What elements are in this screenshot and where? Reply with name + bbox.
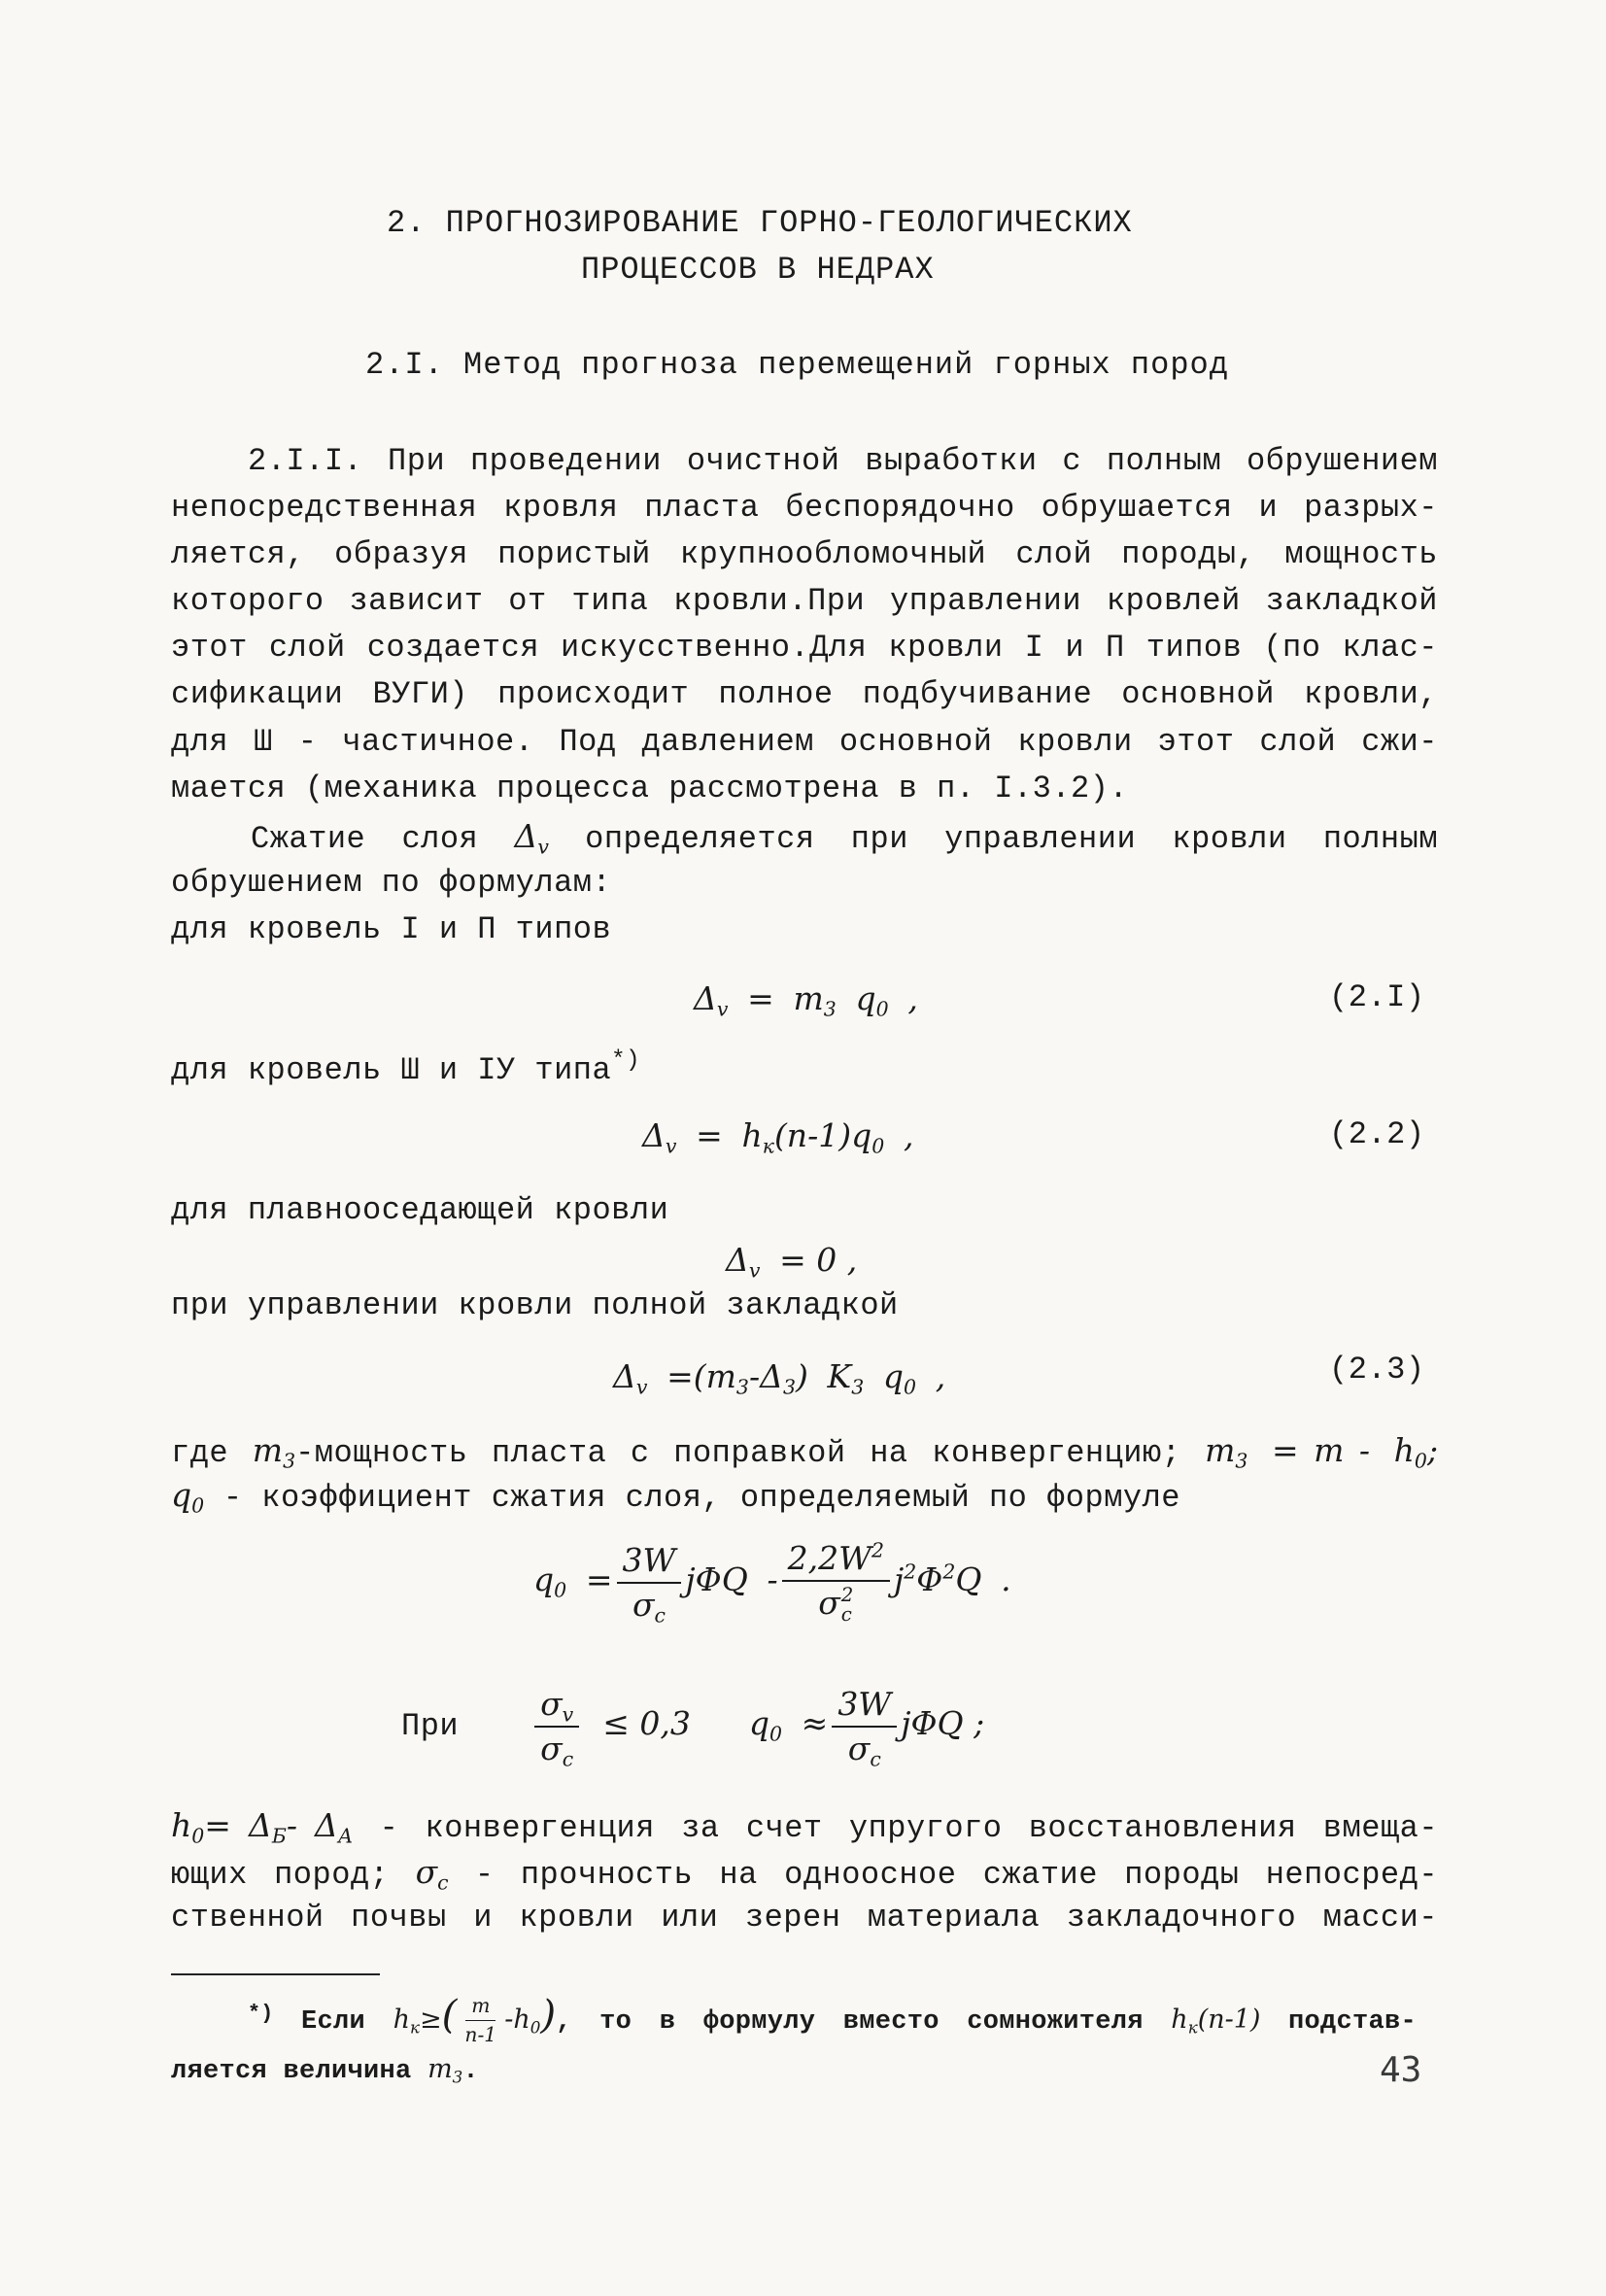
text-line: ственной почвы и кровли или зерен материала закладочного масси- (171, 1900, 1438, 1936)
subscript: c (654, 1603, 666, 1628)
footnote-separator (171, 1973, 380, 1975)
footnote-marker: *) (611, 1046, 640, 1074)
paragraph1-line: мается (механика процесса рассмотрена в п. I.3.2). (171, 771, 1129, 806)
symbol: Q (955, 1560, 982, 1598)
symbol: K (827, 1357, 852, 1395)
subscript: 0 (904, 1375, 917, 1399)
subscript: 0 (530, 2017, 541, 2038)
math-term (427, 2054, 463, 2087)
equation-2-2 (642, 1109, 913, 1163)
equals-sign: = (585, 1560, 613, 1598)
denominator (842, 1728, 887, 1771)
symbol: 2,2W (787, 1539, 872, 1578)
subscript: к (762, 1134, 774, 1158)
section-title: 2.I. Метод прогноза перемещений горных пород (365, 347, 1229, 383)
subscript: 0 (554, 1578, 567, 1602)
symbol: σ (632, 1585, 655, 1624)
math-term (393, 1991, 557, 2046)
math-term (171, 1806, 354, 1848)
sup-sub-stack (841, 1586, 854, 1625)
math-term (533, 1560, 567, 1602)
definition-line-q0 (171, 1472, 1180, 1519)
text-fragment: ляется величина (171, 2057, 412, 2086)
math-term (748, 1704, 782, 1746)
subscript: 0 (875, 997, 889, 1021)
text-fragment: Сжатие слоя (251, 821, 479, 857)
subscript: c (870, 1747, 881, 1771)
subscript: 3 (782, 1375, 796, 1399)
text-fragment: ющих пород; (171, 1857, 390, 1893)
paragraph1-line: ляется, образуя пористый крупнообломочный слой породы, мощность (171, 536, 1438, 572)
paren: ( (693, 1357, 706, 1395)
symbol: q (882, 1357, 905, 1395)
denominator (534, 1728, 579, 1771)
paren: ) (540, 1991, 557, 2038)
delta-base: Δ (726, 1241, 749, 1279)
minus-sign: - (767, 1560, 778, 1598)
subscript: 3 (452, 2067, 463, 2087)
symbol: σ (847, 1729, 871, 1767)
text-fragment: для кровель Ш и IУ типа (171, 1052, 612, 1088)
paragraph1-line: которого зависит от типа кровли.При управлении кровлей закладкой (171, 583, 1438, 619)
paragraph1-line: сификации ВУГИ) происходит полное подбучивание основной кровли, (171, 676, 1438, 712)
superscript: 2 (871, 1538, 885, 1562)
math-term (741, 1116, 885, 1158)
symbol: q (855, 979, 876, 1017)
numerator (534, 1686, 579, 1728)
equation-q0 (533, 1522, 1011, 1638)
subscript: v (665, 1134, 677, 1158)
equals-sign: = (204, 1806, 231, 1844)
subscript: 3 (823, 997, 837, 1021)
numerator (782, 1540, 890, 1582)
math-term (827, 1357, 865, 1399)
symbol: q (851, 1116, 872, 1154)
math-term (855, 979, 889, 1021)
text-line (171, 1047, 640, 1094)
text-line: для кровель I и П типов (171, 911, 612, 947)
math-term (1393, 1431, 1439, 1473)
math-term: jΦQ ; (901, 1704, 985, 1742)
denominator (627, 1584, 671, 1628)
comma: , (907, 979, 918, 1017)
math-term (666, 1357, 808, 1399)
subscript: А (337, 1824, 354, 1848)
numerator: m (465, 1995, 495, 2021)
subscript: v (716, 997, 729, 1021)
inequality: ≤ 0,3 (602, 1704, 691, 1742)
symbol: σ (415, 1853, 438, 1891)
period: . (1001, 1560, 1011, 1598)
equals-sign: = (696, 1116, 723, 1154)
fraction (832, 1684, 897, 1771)
text-fragment: где (171, 1435, 229, 1471)
delta-v-symbol (514, 817, 549, 859)
math-term (613, 1357, 648, 1399)
equation-2-1 (694, 972, 918, 1026)
text-fragment: - прочность на одноосное сжатие породы непосред- (474, 1857, 1439, 1893)
minus-sign: - (286, 1806, 297, 1844)
subscript: 3 (1235, 1449, 1248, 1473)
delta-base: Δ (248, 1806, 272, 1844)
subscript: v (562, 1702, 574, 1727)
symbol: m (427, 2054, 453, 2084)
math-term (882, 1357, 917, 1399)
footnote-line1 (248, 1980, 1417, 2048)
superscript: 2 (840, 1584, 854, 1607)
symbol: σ (818, 1584, 840, 1623)
ge-sign: ≥ (419, 2005, 442, 2035)
paren: ) (795, 1357, 808, 1395)
math-term (726, 1241, 761, 1283)
symbol: j (894, 1560, 905, 1598)
text-line: при управлении кровли полной закладкой (171, 1287, 899, 1323)
approx-sign: ≈ (801, 1704, 829, 1742)
subscript: 0 (1414, 1449, 1427, 1473)
paragraph1-line: этот слой создается искусственно.Для кровли I и П типов (по клас- (171, 630, 1438, 666)
delta-base: Δ (694, 979, 717, 1017)
equation-number: (2.I) (1329, 979, 1425, 1015)
math-term (642, 1116, 677, 1158)
symbol: Φ (916, 1560, 943, 1598)
equals-sign: = (666, 1357, 694, 1395)
subscript: 3 (735, 1375, 749, 1399)
strength-line (171, 1849, 1438, 1896)
equation-number: (2.3) (1329, 1352, 1425, 1388)
period: . (462, 2057, 479, 2086)
subscript: v (635, 1375, 648, 1399)
semicolon: ; (1426, 1431, 1439, 1469)
delta-base: Δ (760, 1357, 783, 1395)
comma: , (935, 1357, 946, 1395)
denominator (812, 1582, 859, 1625)
chapter-heading-line2: ПРОЦЕССОВ В НЕДРАХ (581, 252, 935, 288)
delta-base: Δ (613, 1357, 636, 1395)
fraction (459, 1995, 502, 2047)
convergence-line (171, 1802, 1438, 1849)
math-term (793, 979, 837, 1021)
subscript: c (437, 1870, 449, 1895)
superscript: 2 (904, 1559, 917, 1584)
fraction (534, 1684, 579, 1771)
symbol: h (171, 1806, 192, 1844)
compression-intro-line (251, 813, 1438, 860)
condition-row (401, 1665, 984, 1782)
subscript: 0 (191, 1824, 205, 1848)
symbol: h (1393, 1431, 1415, 1469)
comma: , (903, 1116, 914, 1154)
math-term (1205, 1431, 1248, 1473)
fraction (782, 1540, 890, 1625)
text-line: для плавнооседающей кровли (171, 1192, 669, 1228)
subscript: 0 (769, 1722, 782, 1746)
math-term (415, 1853, 449, 1895)
footnote-line2 (171, 2048, 479, 2091)
math-term: = m - (1272, 1431, 1370, 1469)
subscript: 0 (191, 1493, 205, 1518)
equation-number: (2.2) (1329, 1116, 1425, 1152)
math-term: jΦQ (685, 1560, 748, 1598)
minus-sign: - (748, 1357, 761, 1395)
symbol: m (793, 979, 824, 1017)
factor: (n-1) (1197, 2005, 1261, 2035)
superscript: 2 (942, 1559, 956, 1584)
delta-base: Δ (642, 1116, 666, 1154)
symbol: σ (540, 1684, 563, 1723)
subscript: к (409, 2017, 420, 2038)
subscript: Б (271, 1824, 287, 1848)
denominator: n-1 (464, 2023, 497, 2046)
math-term (171, 1476, 205, 1518)
paren: ( (441, 1991, 458, 2038)
delta-base: Δ (514, 817, 538, 855)
text-fragment: подстав- (1287, 2007, 1417, 2037)
subscript: 3 (851, 1375, 865, 1399)
numerator: 3W (832, 1686, 897, 1728)
symbol: q (533, 1560, 555, 1598)
subscript: c (840, 1603, 852, 1627)
right-hand-side: = 0 , (779, 1241, 858, 1279)
definition-line-m3 (171, 1427, 1438, 1474)
numerator: 3W (617, 1542, 682, 1584)
subscript: v (748, 1258, 761, 1283)
condition-label: При (401, 1708, 460, 1744)
symbol: h (513, 2005, 530, 2035)
symbol: h (1171, 2005, 1188, 2035)
symbol: m (1205, 1431, 1236, 1469)
text-fragment: - коэффициент сжатия слоя, определяемый по формуле (222, 1480, 1180, 1516)
symbol: m (705, 1357, 736, 1395)
subscript: к (1187, 2017, 1198, 2038)
footnote-marker: *) (248, 2002, 274, 2026)
equation-smooth (726, 1233, 857, 1287)
symbol: q (748, 1704, 769, 1742)
factor: (n-1) (773, 1116, 852, 1154)
symbol: h (393, 2005, 410, 2035)
page-number: 43 (1380, 2050, 1422, 2090)
subscript: 3 (283, 1449, 296, 1473)
chapter-heading-line1: 2. ПРОГНОЗИРОВАНИЕ ГОРНО-ГЕОЛОГИЧЕСКИХ (387, 205, 1133, 241)
math-term (694, 979, 729, 1021)
text-fragment: Если (301, 2007, 366, 2037)
paragraph1-line: непосредственная кровля пласта беспорядочно обрушается и разрых- (171, 490, 1438, 526)
paragraph1-line: 2.I.I. При проведении очистной выработки с полным обрушением (248, 443, 1438, 479)
symbol: σ (540, 1729, 563, 1767)
text-fragment: - конвергенция за счет упругого восстановления вмеща- (379, 1810, 1439, 1846)
math-term (894, 1560, 981, 1598)
subscript: c (562, 1747, 574, 1771)
equals-sign: = (747, 979, 774, 1017)
delta-base: Δ (315, 1806, 338, 1844)
math-term (1171, 2005, 1261, 2038)
equation-2-3 (613, 1350, 945, 1404)
text-line: обрушением по формулам: (171, 865, 612, 901)
symbol: q (171, 1476, 192, 1514)
text-fragment: определяется при управлении кровли полным (585, 821, 1439, 857)
minus-sign: - (504, 2005, 514, 2035)
subscript: 0 (871, 1134, 885, 1158)
math-term (252, 1431, 296, 1473)
text-fragment: , то в формулу вместо сомножителя (556, 2007, 1144, 2037)
symbol: m (252, 1431, 284, 1469)
text-fragment: -мощность пласта с поправкой на конвергенцию; (295, 1435, 1181, 1471)
fraction (617, 1540, 682, 1628)
subscript: v (537, 835, 549, 859)
symbol: h (741, 1116, 763, 1154)
paragraph1-line: для Ш - частичное. Под давлением основной кровли этот слой сжи- (171, 724, 1438, 760)
